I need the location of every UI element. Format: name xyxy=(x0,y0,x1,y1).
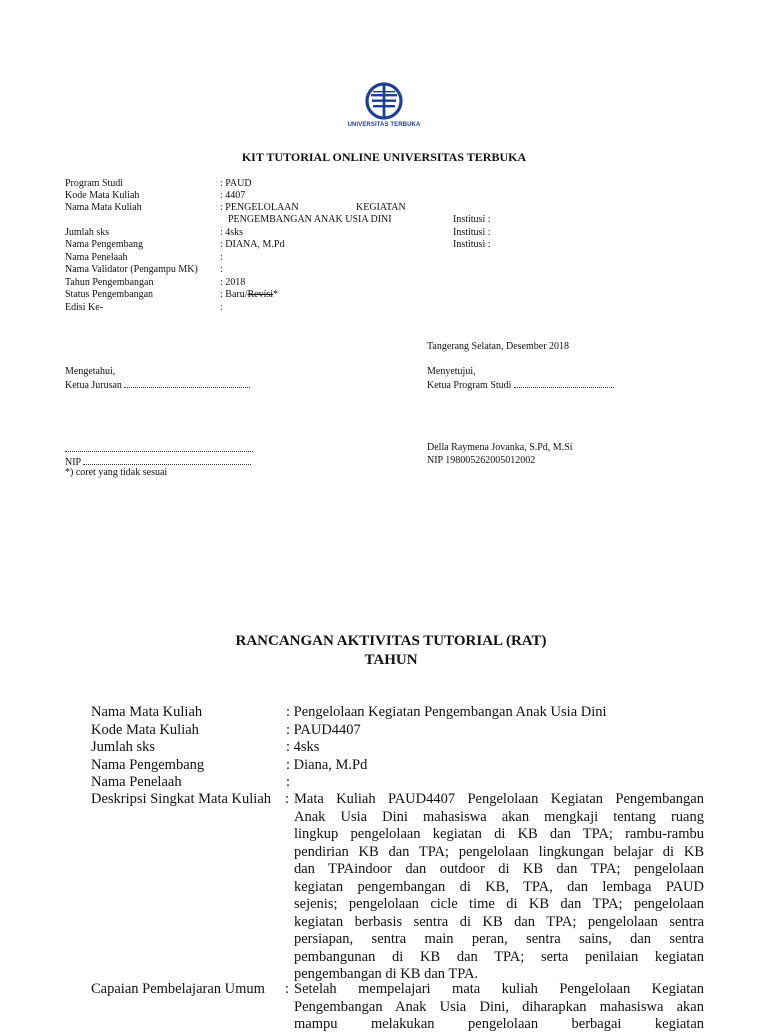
rat-value-capaian xyxy=(294,981,704,1034)
signature-line xyxy=(514,378,614,388)
desc-line: dan TPAindoor dan outdoor di KB dan TPA; pengelolaan xyxy=(294,861,704,877)
rat-title: RANCANGAN AKTIVITAS TUTORIAL (RAT) xyxy=(235,633,547,649)
institusi-1: Institusi : xyxy=(453,214,491,225)
kit-value-sks: : 4sks xyxy=(220,227,244,238)
desc-line: pembangunan di KB dan TPA; serta penilaian kegiatan xyxy=(294,948,704,965)
kit-label-pengembang: Nama Pengembang xyxy=(65,239,144,250)
rat-label-kode: Kode Mata Kuliah xyxy=(91,722,199,738)
kit-value-validator: : xyxy=(220,264,223,275)
kit-value-nama-mk: : PENGELOLAAN xyxy=(220,202,299,213)
kit-value-nama-mk-cont: PENGEMBANGAN ANAK USIA DINI xyxy=(228,214,392,225)
rat-value-deskripsi xyxy=(294,791,704,984)
desc-line: kegiatan berbasis sentra di KB dan TPA; pengelolaan sentra xyxy=(294,913,704,930)
rat-value-sks: : 4sks xyxy=(286,739,320,755)
kit-title: KIT TUTORIAL ONLINE UNIVERSITAS TERBUKA xyxy=(241,150,527,164)
rat-subtitle: TAHUN xyxy=(364,652,418,668)
kit-value-edisi: : xyxy=(220,302,223,313)
capaian-line: Pengembangan Anak Usia Dini, diharapkan mahasiswa akan xyxy=(294,998,704,1015)
rat-label-sks: Jumlah sks xyxy=(91,739,156,755)
kit-value-nama-mk-2: KEGIATAN xyxy=(356,202,406,213)
desc-line: persiapan, sentra main peran, sentra sains, dan sentra xyxy=(294,931,704,947)
institusi-3: Institusi : xyxy=(453,239,491,250)
rat-value-nama-mk: : Pengelolaan Kegiatan Pengembangan Anak Usia Dini xyxy=(286,704,607,720)
rat-colon-capaian: : xyxy=(285,981,290,997)
logo-text: UNIVERSITAS TERBUKA xyxy=(347,122,421,128)
right-sign-name: Della Raymena Jovanka, S.Pd, M.Si xyxy=(427,442,573,453)
right-sign-title: Menyetujui, xyxy=(427,366,476,377)
rat-label-penelaah: Nama Penelaah xyxy=(91,774,182,790)
rat-label-capaian: Capaian Pembelajaran Umum xyxy=(91,981,265,997)
desc-line: sejenis; pengelolaan cicle time di KB dan TPA; pengelolaan xyxy=(294,896,704,912)
kit-label-program-studi: Program Studi xyxy=(65,178,124,189)
kit-label-penelaah: Nama Penelaah xyxy=(65,252,128,263)
kit-value-status: : Baru/Revisi* xyxy=(220,289,279,300)
right-sign-role: Ketua Program Studi xyxy=(427,378,614,393)
strike-revisi: Revisi xyxy=(247,289,274,300)
kit-label-nama-mk: Nama Mata Kuliah xyxy=(65,202,142,213)
kit-label-tahun: Tahun Pengembangan xyxy=(65,277,154,288)
capaian-line: Setelah mempelajari mata kuliah Pengelolaan Kegiatan xyxy=(294,981,704,997)
university-logo xyxy=(346,80,422,128)
rat-value-penelaah: : xyxy=(286,774,291,790)
kit-label-status: Status Pengembangan xyxy=(65,289,154,300)
capaian-line: mampu melakukan pengelolaan berbagai kegiatan xyxy=(294,1016,704,1032)
rat-colon-deskripsi: : xyxy=(285,791,290,807)
kit-label-sks: Jumlah sks xyxy=(65,227,110,238)
kit-label-validator: Nama Validator (Pengampu MK) xyxy=(65,264,198,275)
left-sign-title: Mengetahui, xyxy=(65,366,116,377)
rat-label-deskripsi: Deskripsi Singkat Mata Kuliah xyxy=(91,791,272,807)
rat-value-kode: : PAUD4407 xyxy=(286,722,361,738)
rat-label-pengembang: Nama Pengembang xyxy=(91,757,205,773)
right-sign-nip: NIP 198005262005012002 xyxy=(427,455,536,466)
signature-line xyxy=(124,378,250,388)
kit-value-penelaah: : xyxy=(220,252,223,263)
institusi-2: Institusi : xyxy=(453,227,491,238)
left-sign-role: Ketua Jurusan xyxy=(65,378,250,393)
kit-value-program-studi: : PAUD xyxy=(220,178,252,189)
footnote: *) coret yang tidak sesuai xyxy=(65,467,168,478)
nip-line xyxy=(83,455,251,465)
desc-line: pendirian KB dan TPA; pengelolaan lingkungan belajar di KB xyxy=(294,843,704,860)
kit-value-pengembang: : DIANA, M.Pd xyxy=(220,239,285,250)
left-sign-nip: NIP xyxy=(65,455,251,470)
kit-label-kode: Kode Mata Kuliah xyxy=(65,190,140,201)
desc-line: Mata Kuliah PAUD4407 Pengelolaan Kegiatan Pengembangan xyxy=(294,791,704,807)
desc-line: pengembangan di KB dan TPA. xyxy=(294,966,479,982)
rat-label-nama-mk: Nama Mata Kuliah xyxy=(91,704,203,720)
place-date: Tangerang Selatan, Desember 2018 xyxy=(427,341,570,352)
kit-value-kode: : 4407 xyxy=(220,190,246,201)
rat-value-pengembang: : Diana, M.Pd xyxy=(286,757,368,773)
ut-emblem-icon xyxy=(363,80,405,122)
kit-label-edisi: Edisi Ke- xyxy=(65,302,104,313)
kit-value-tahun: : 2018 xyxy=(220,277,246,288)
desc-line: lingkup pengelolaan kegiatan di KB dan TPA; rambu-rambu xyxy=(294,826,704,842)
desc-line: Anak Usia Dini mahasiswa akan mengkaji tentang ruang xyxy=(294,808,704,825)
desc-line: kegiatan pengembangan di KB, TPA, dan lembaga PAUD xyxy=(294,878,704,895)
left-name-line xyxy=(65,443,253,452)
